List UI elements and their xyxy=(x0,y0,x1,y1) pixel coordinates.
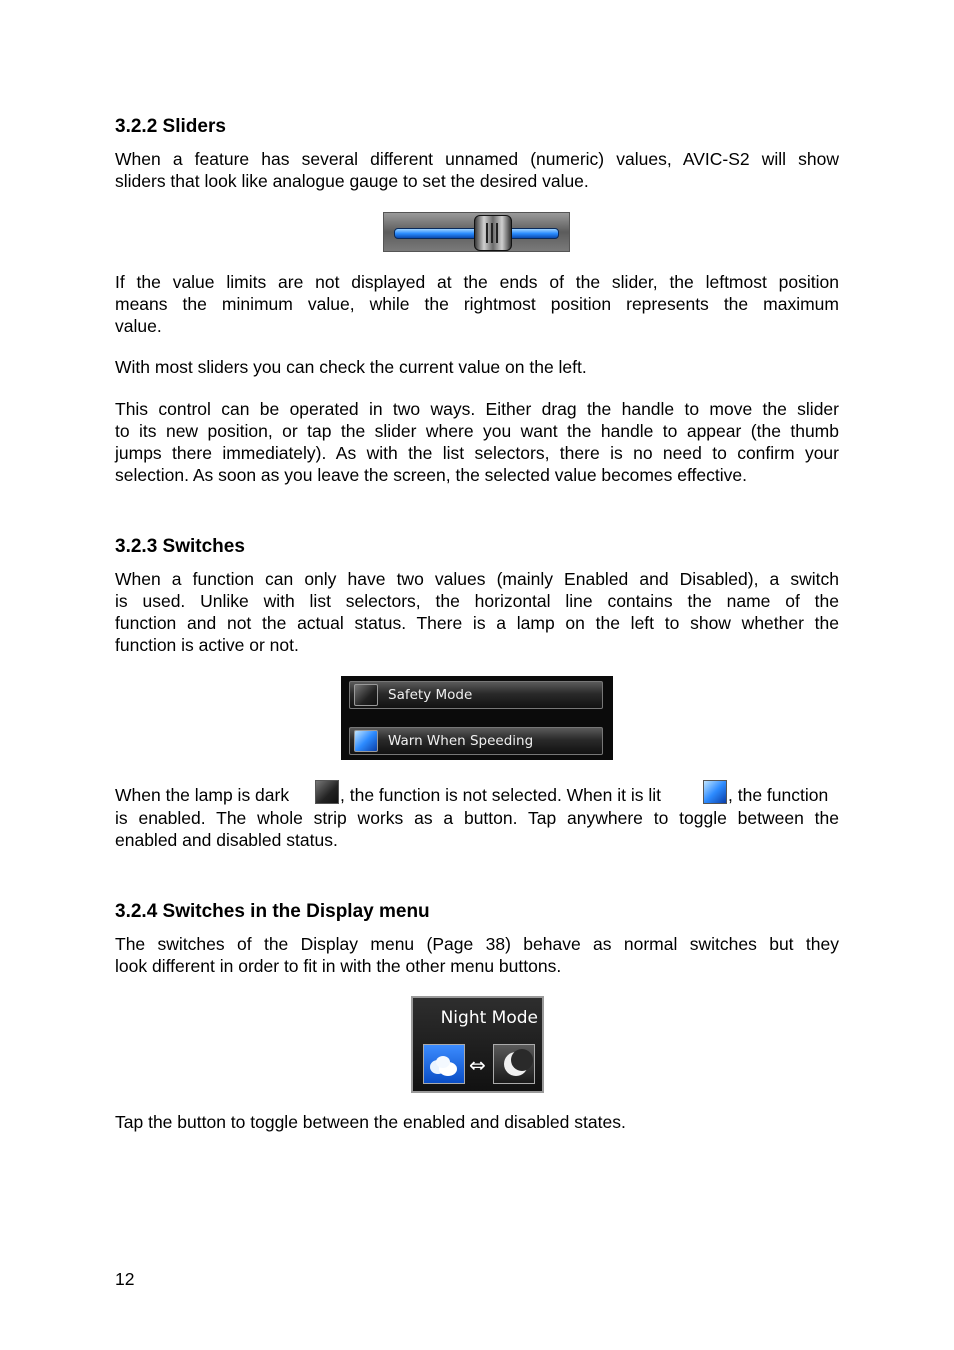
text-line: to its new position, or tap the slider where you want the handle to appear (the thumb xyxy=(115,421,839,441)
thumb-grip xyxy=(491,223,493,243)
text-line: value. xyxy=(115,316,162,336)
text-segment: , the function xyxy=(728,785,829,805)
sliders-para-operation xyxy=(115,398,839,486)
lamp-dark-icon xyxy=(315,780,339,804)
text-line: If the value limits are not displayed at the ends of the slider, the leftmost position xyxy=(115,272,839,292)
lamp-dark-icon xyxy=(354,684,378,706)
lamp-lit-icon xyxy=(354,730,378,752)
text-line: This control can be operated in two ways. Either drag the handle to move the slider xyxy=(115,399,839,419)
sliders-para-current xyxy=(115,356,839,378)
thumb-grip xyxy=(496,223,498,243)
switch-warn-when-speeding[interactable] xyxy=(349,727,603,755)
text-line: When a function can only have two values (mainly Enabled and Disabled), a switch xyxy=(115,569,839,589)
text-line: means the minimum value, while the rightmost position represents the maximum xyxy=(115,294,839,314)
page-number: 12 xyxy=(115,1269,135,1289)
display-closing xyxy=(115,1111,839,1133)
moon-icon xyxy=(493,1044,535,1084)
text-line: is enabled. The whole strip works as a button. Tap anywhere to toggle between the xyxy=(115,808,839,828)
text-line: The switches of the Display menu (Page 38) behave as normal switches but they xyxy=(115,934,839,954)
slider-thumb[interactable] xyxy=(474,215,512,251)
text-segment: , the function is not selected. When it is lit xyxy=(340,785,661,805)
section-heading-sliders: 3.2.2 Sliders xyxy=(115,116,226,137)
text-line: jumps there immediately). As with the list selectors, there is no need to confirm your xyxy=(115,443,839,463)
text-line: selection. As soon as you leave the screen, the selected value becomes effective. xyxy=(115,465,747,485)
lamp-para-rest xyxy=(115,807,839,851)
text-line: is used. Unlike with list selectors, the horizontal line contains the name of the xyxy=(115,591,839,611)
sliders-intro xyxy=(115,148,839,192)
text-line: sliders that look like analogue gauge to set the desired value. xyxy=(115,171,589,191)
text-line: Tap the button to toggle between the enabled and disabled states. xyxy=(115,1112,626,1132)
switch-list-example xyxy=(341,676,613,760)
switches-intro xyxy=(115,568,839,656)
thumb-grip xyxy=(486,223,488,243)
section-heading-display-switches: 3.2.4 Switches in the Display menu xyxy=(115,901,430,922)
switch-label: Warn When Speeding xyxy=(388,733,534,749)
toggle-arrow-icon: ⇔ xyxy=(469,1053,486,1077)
switch-label: Safety Mode xyxy=(388,687,473,703)
night-mode-button[interactable] xyxy=(411,996,544,1093)
text-line: function is active or not. xyxy=(115,635,299,655)
day-cloud-icon xyxy=(423,1044,465,1084)
switch-safety-mode[interactable] xyxy=(349,681,603,709)
text-line: When a feature has several different unnamed (numeric) values, AVIC-S2 will show xyxy=(115,149,839,169)
text-line: enabled and disabled status. xyxy=(115,830,338,850)
sliders-para-limits xyxy=(115,271,839,337)
night-mode-label: Night Mode xyxy=(440,1008,538,1028)
text-line: look different in order to fit in with the other menu buttons. xyxy=(115,956,562,976)
text-line: function and not the actual status. There is a lamp on the left to show whether the xyxy=(115,613,839,633)
display-intro xyxy=(115,933,839,977)
text-line: With most sliders you can check the current value on the left. xyxy=(115,357,587,377)
lamp-lit-icon xyxy=(703,780,727,804)
text-segment: When the lamp is dark xyxy=(115,785,290,805)
section-heading-switches: 3.2.3 Switches xyxy=(115,536,245,557)
slider-example[interactable] xyxy=(383,212,570,252)
